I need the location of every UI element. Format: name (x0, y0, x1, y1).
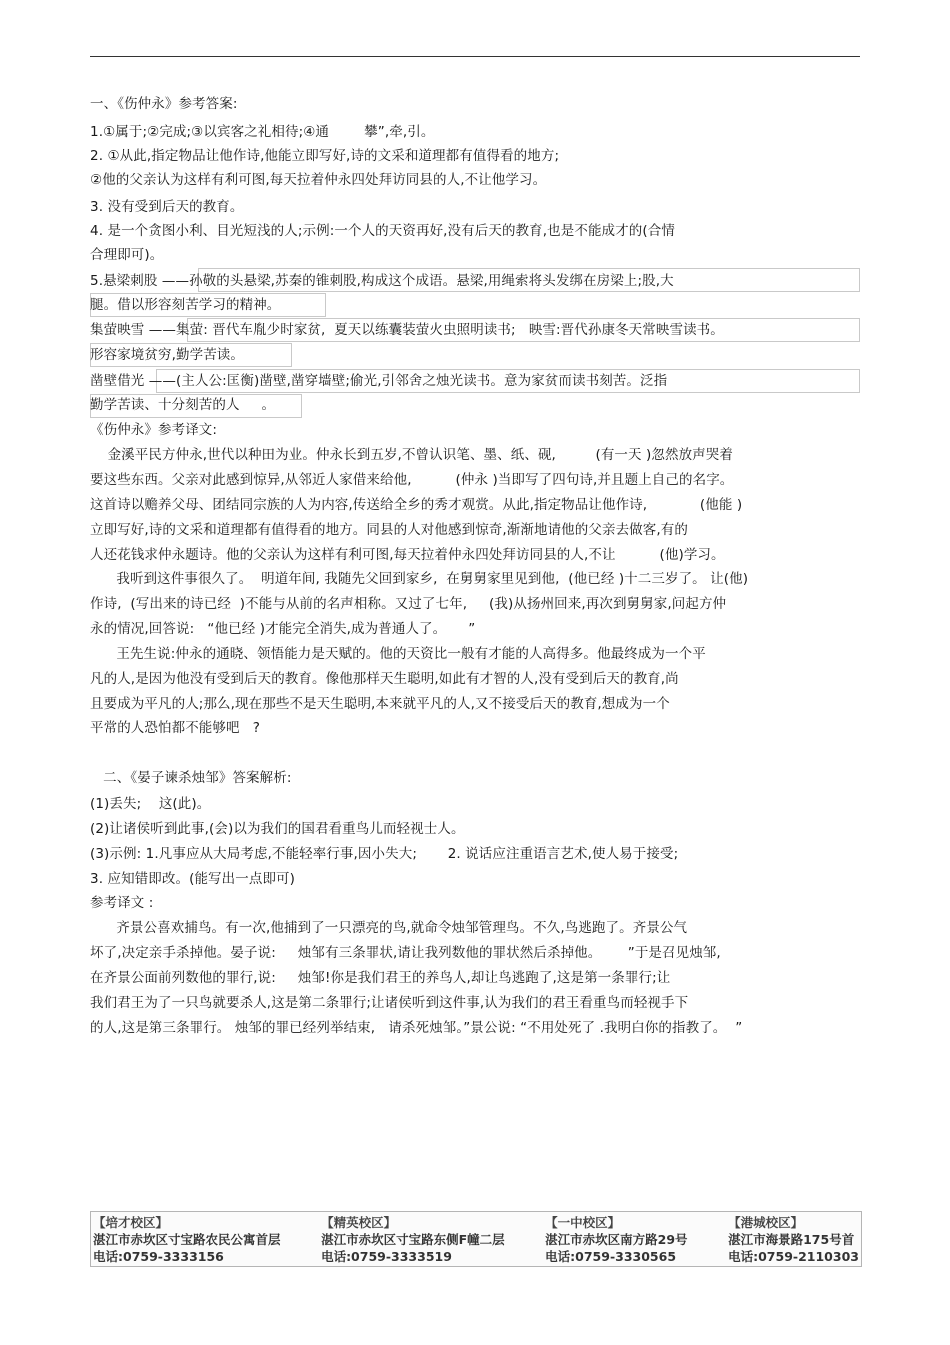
translation-line: 立即写好,诗的文采和道理都有值得看的地方。同县的人对他感到惊奇,渐渐地请他的父亲去做客,有的 (90, 522, 688, 538)
campus-peicai (91, 1212, 283, 1266)
top-rule (90, 56, 860, 57)
campus-gangcheng (726, 1212, 861, 1266)
campus-phone: 电话:0759-3330565 (545, 1249, 677, 1264)
idiom-line: 形容家境贫穷,勤学苦读。 (90, 347, 244, 363)
campus-phone: 电话:0759-2110303 (728, 1249, 859, 1264)
campus-address: 湛江市赤坎区寸宝路东侧F幢二层 (321, 1232, 505, 1247)
answer-line: 1.①属于;②完成;③以宾客之礼相待;④通 攀”,牵,引。 (90, 124, 435, 140)
answer-line: 合理即可)。 (90, 247, 164, 263)
section-title-2: 二、《晏子谏杀烛邹》答案解析: (90, 770, 292, 786)
idiom-line: 勤学苦读、十分刻苦的人 。 (90, 397, 276, 413)
campus-address: 湛江市海景路175号首 (728, 1232, 855, 1247)
translation-line: 的人,这是第三条罪行。 烛邹的罪已经列举结束, 请杀死烛邹。”景公说: “不用处死了 .我明白你的指教了。 ” (90, 1020, 743, 1036)
campus-name: 【港城校区】 (728, 1215, 804, 1230)
campus-address: 湛江市赤坎区寸宝路农民公寓首层 (93, 1232, 281, 1247)
translation-title-2: 参考译文 : (90, 895, 154, 911)
section-title-1: 一、《伤仲永》参考答案: (90, 96, 238, 112)
campus-phone: 电话:0759-3333156 (93, 1249, 224, 1264)
campus-name: 【精英校区】 (321, 1215, 397, 1230)
translation-line: 作诗, (写出来的诗已经 )不能与从前的名声相称。又过了七年, (我)从扬州回来,再次到舅舅家,问起方仲 (90, 596, 727, 612)
answer-line: (1)丢失; 这(此)。 (90, 796, 211, 812)
translation-title-1: 《伤仲永》参考译文: (90, 422, 218, 438)
campus-phone: 电话:0759-3333519 (321, 1249, 452, 1264)
translation-line: 平常的人恐怕都不能够吧 ? (90, 720, 261, 736)
translation-line: 在齐景公面前列数他的罪行,说: 烛邹!你是我们君王的养鸟人,却让鸟逃跑了,这是第一条罪行;让 (90, 970, 671, 986)
translation-line: 王先生说:仲永的通晓、领悟能力是天赋的。他的天资比一般有才能的人高得多。他最终成为一个平 (90, 646, 706, 662)
campus-name: 【培才校区】 (93, 1215, 169, 1230)
campus-address: 湛江市赤坎区南方路29号 (545, 1232, 688, 1247)
translation-line: 永的情况,回答说: “他已经 )才能完全消失,成为普通人了。 ” (90, 621, 476, 637)
campus-jingying (319, 1212, 507, 1266)
translation-line: 齐景公喜欢捕鸟。有一次,他捕到了一只漂亮的鸟,就命令烛邹管理鸟。不久,鸟逃跑了。齐景公气 (90, 920, 688, 936)
translation-line: 且要成为平凡的人;那么,现在那些不是天生聪明,本来就平凡的人,又不接受后天的教育,想成为一个 (90, 696, 670, 712)
answer-line: ②他的父亲认为这样有利可图,每天拉着仲永四处拜访同县的人,不让他学习。 (90, 172, 547, 188)
idiom-line: 集萤映雪 ——集萤: 晋代车胤少时家贫, 夏天以练囊装萤火虫照明读书; 映雪:晋代孙康冬天常映雪读书。 (90, 322, 724, 338)
answer-line: 4. 是一个贪图小利、目光短浅的人;示例:一个人的天资再好,没有后天的教育,也是不能成才的(合情 (90, 223, 675, 239)
answer-line: 3. 应知错即改。(能写出一点即可) (90, 871, 296, 887)
campus-footer (90, 1211, 862, 1267)
answer-line: 2. ①从此,指定物品让他作诗,他能立即写好,诗的文采和道理都有值得看的地方; (90, 148, 560, 164)
translation-line: 这首诗以赡养父母、团结同宗族的人为内容,传送给全乡的秀才观赏。从此,指定物品让他作诗, (他能 ) (90, 497, 743, 513)
translation-line: 人还花钱求仲永题诗。他的父亲认为这样有利可图,每天拉着仲永四处拜访同县的人,不让 (他)学习。 (90, 547, 725, 563)
translation-line: 我们君王为了一只鸟就要杀人,这是第二条罪行;让诸侯听到这件事,认为我们的君王看重鸟而轻视手下 (90, 995, 689, 1011)
idiom-line: 凿壁借光 ——(主人公:匡衡)凿壁,凿穿墙壁;偷光,引邻舍之烛光读书。意为家贫而读书刻苦。泛指 (90, 373, 668, 389)
idiom-line: 5.悬梁刺股 ——孙敬的头悬梁,苏秦的锥刺股,构成这个成语。悬梁,用绳索将头发绑在房梁上;股,大 (90, 273, 674, 289)
translation-line: 凡的人,是因为他没有受到后天的教育。像他那样天生聪明,如此有才智的人,没有受到后天的教育,尚 (90, 671, 679, 687)
answer-line: (2)让诸侯听到此事,(会)以为我们的国君看重鸟儿而轻视士人。 (90, 821, 465, 837)
translation-line: 我听到这件事很久了。 明道年间, 我随先父回到家乡, 在舅舅家里见到他, (他已经 )十二三岁了。 让(他) (90, 571, 749, 587)
campus-yizhong (543, 1212, 689, 1266)
translation-line: 坏了,决定亲手杀掉他。晏子说: 烛邹有三条罪状,请让我列数他的罪状然后杀掉他。 ”于是召见烛邹, (90, 945, 721, 961)
campus-name: 【一中校区】 (545, 1215, 621, 1230)
translation-line: 金溪平民方仲永,世代以种田为业。仲永长到五岁,不曾认识笔、墨、纸、砚, (有一天 )忽然放声哭着 (90, 447, 733, 463)
translation-line: 要这些东西。父亲对此感到惊异,从邻近人家借来给他, (仲永 )当即写了四句诗,并且题上自己的名字。 (90, 472, 734, 488)
idiom-line: 腿。借以形容刻苦学习的精神。 (90, 297, 281, 313)
answer-line: 3. 没有受到后天的教育。 (90, 199, 244, 215)
answer-line: (3)示例: 1.凡事应从大局考虑,不能轻率行事,因小失大; 2. 说话应注重语言艺术,使人易于接受; (90, 846, 679, 862)
